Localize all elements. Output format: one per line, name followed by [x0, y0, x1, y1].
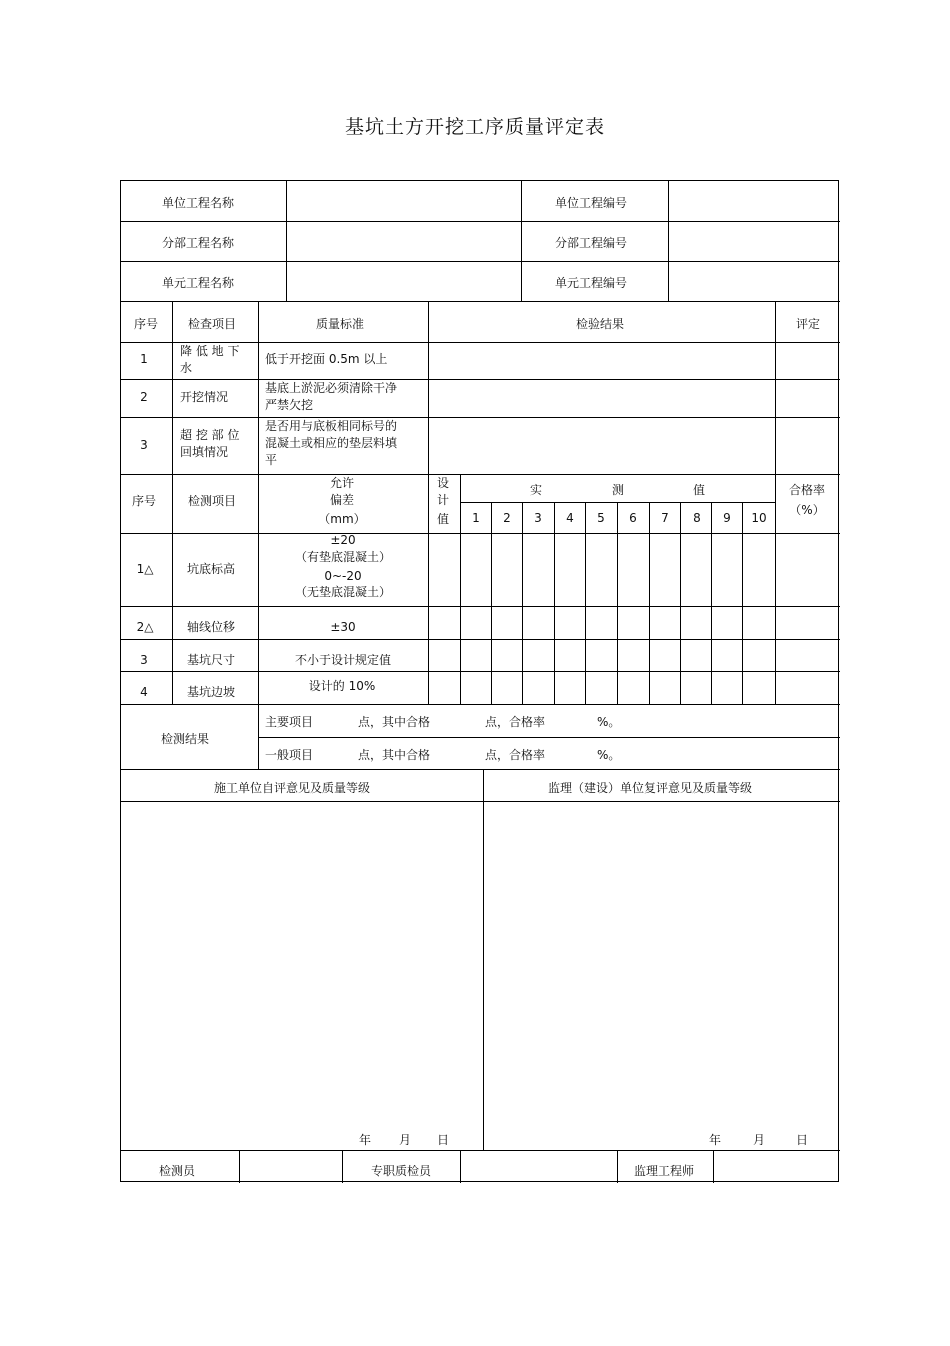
general-item-label: 一般项目	[265, 748, 314, 762]
main-item-pct: %。	[597, 715, 621, 729]
col-divider	[428, 301, 429, 704]
supervisor-engineer-label: 监理工程师	[633, 1164, 695, 1178]
measure-col-4: 4	[566, 511, 574, 525]
check-row-std: 基底上淤泥必须清除干净严禁欠挖	[265, 381, 398, 412]
row-divider	[121, 417, 840, 418]
supervisor-date-day: 日	[796, 1133, 809, 1147]
measure-row-seq: 2△	[136, 620, 154, 634]
tolerance-note: （有垫底混凝土）	[294, 550, 392, 564]
measure-col-3: 3	[534, 511, 542, 525]
col-divider	[554, 502, 555, 704]
unit-no-label: 单位工程编号	[554, 196, 628, 210]
measure-col-9: 9	[723, 511, 731, 525]
col-divider	[342, 1150, 343, 1183]
col-divider	[711, 502, 712, 704]
supervisor-date-year: 年	[709, 1133, 722, 1147]
unit-name-label: 单位工程名称	[161, 196, 235, 210]
measure-row-item: 基坑边坡	[186, 685, 236, 699]
row-divider	[121, 301, 840, 302]
tolerance-value: 不小于设计规定值	[294, 653, 392, 667]
contractor-opinion-label: 施工单位自评意见及质量等级	[213, 781, 371, 795]
row-divider	[121, 801, 840, 802]
actual-header-char1: 实	[529, 483, 543, 497]
measure-col-1: 1	[472, 511, 480, 525]
col-divider	[775, 301, 776, 704]
col-divider	[460, 474, 461, 704]
check-row-std: 是否用与底板相同标号的混凝土或相应的垫层料填平	[265, 419, 398, 467]
row-divider	[121, 533, 840, 534]
col-divider	[585, 502, 586, 704]
general-item-rate: 点，合格率	[485, 748, 546, 762]
main-item-rate: 点，合格率	[485, 715, 546, 729]
row-divider	[121, 1150, 840, 1151]
measure-item-header: 检测项目	[187, 494, 237, 508]
measure-row-item: 坑底标高	[186, 562, 236, 576]
main-item-label: 主要项目	[265, 715, 314, 729]
general-item-pct: %。	[597, 748, 621, 762]
measure-row-item: 轴线位移	[186, 620, 236, 634]
measure-row-seq: 3	[140, 653, 148, 667]
check-rating-header: 评定	[795, 317, 821, 331]
measure-col-5: 5	[597, 511, 605, 525]
row-divider	[121, 769, 840, 770]
row-divider	[121, 671, 840, 672]
tolerance-value: 设计的 10%	[308, 679, 376, 693]
design-header-line1: 设	[436, 476, 450, 490]
qc-label: 专职质检员	[370, 1164, 432, 1178]
tolerance-note: （无垫底混凝土）	[294, 585, 392, 599]
col-divider	[649, 502, 650, 704]
col-divider	[742, 502, 743, 704]
supervisor-opinion-label: 监理（建设）单位复评意见及质量等级	[547, 781, 753, 795]
check-std-header: 质量标准	[315, 317, 365, 331]
pass-rate-header-line1: 合格率	[788, 483, 826, 497]
row-divider	[121, 474, 840, 475]
measure-seq-header: 序号	[131, 494, 157, 508]
row-divider	[258, 737, 840, 738]
measure-row-item: 基坑尺寸	[186, 653, 236, 667]
tolerance-header-line3: （mm）	[318, 512, 366, 526]
measure-col-8: 8	[693, 511, 701, 525]
measure-col-6: 6	[629, 511, 637, 525]
check-row-item: 开挖情况	[180, 390, 229, 404]
contractor-date-day: 日	[437, 1133, 450, 1147]
check-result-header: 检验结果	[575, 317, 625, 331]
main-item-points: 点，其中合格	[358, 715, 431, 729]
page-title: 基坑土方开挖工序质量评定表	[344, 116, 605, 138]
check-row-std: 低于开挖面 0.5m 以上	[265, 352, 388, 366]
row-divider	[121, 379, 840, 380]
col-divider	[239, 1150, 240, 1183]
measure-col-10: 10	[751, 511, 767, 525]
col-divider	[680, 502, 681, 704]
tolerance-header-line1: 允许	[329, 476, 355, 490]
general-item-points: 点，其中合格	[358, 748, 431, 762]
measure-col-2: 2	[503, 511, 511, 525]
actual-header-char3: 值	[692, 483, 706, 497]
quality-assessment-form	[120, 180, 839, 1182]
tolerance-value: ±20	[330, 533, 356, 547]
row-divider	[121, 639, 840, 640]
row-divider	[121, 704, 840, 705]
design-header-line2: 计	[436, 493, 450, 507]
col-divider	[460, 1150, 461, 1183]
row-divider	[121, 606, 840, 607]
check-seq-header: 序号	[133, 317, 159, 331]
check-item-header: 检查项目	[187, 317, 237, 331]
supervisor-date-month: 月	[753, 1133, 766, 1147]
tolerance-value: ±30	[330, 620, 356, 634]
tolerance-value: 0~-20	[324, 569, 362, 583]
check-row-item: 超 挖 部 位 回填情况	[180, 428, 240, 459]
col-divider	[617, 1150, 618, 1183]
detect-result-label: 检测结果	[160, 732, 210, 746]
col-divider	[483, 769, 484, 1150]
col-divider	[286, 181, 287, 301]
elem-name-label: 单元工程名称	[161, 276, 235, 290]
check-row-seq: 2	[140, 390, 148, 404]
contractor-date-year: 年	[359, 1133, 372, 1147]
col-divider	[172, 301, 173, 704]
col-divider	[522, 502, 523, 704]
sub-name-label: 分部工程名称	[161, 236, 235, 250]
row-divider	[121, 221, 840, 222]
tolerance-header-line2: 偏差	[329, 493, 355, 507]
check-row-item: 降 低 地 下 水	[180, 344, 240, 375]
col-divider	[617, 502, 618, 704]
measure-col-7: 7	[661, 511, 669, 525]
col-divider	[521, 181, 522, 301]
col-divider	[713, 1150, 714, 1183]
design-header-line3: 值	[436, 512, 450, 526]
row-divider	[121, 261, 840, 262]
sub-no-label: 分部工程编号	[554, 236, 628, 250]
pass-rate-header-line2: （%）	[789, 503, 825, 517]
col-divider	[258, 301, 259, 769]
inspector-label: 检测员	[158, 1164, 196, 1178]
check-row-seq: 1	[140, 352, 148, 366]
measure-row-seq: 1△	[136, 562, 154, 576]
elem-no-label: 单元工程编号	[554, 276, 628, 290]
col-divider	[491, 502, 492, 704]
check-row-seq: 3	[140, 438, 148, 452]
measure-row-seq: 4	[140, 685, 148, 699]
contractor-date-month: 月	[399, 1133, 412, 1147]
col-divider	[668, 181, 669, 301]
actual-header-char2: 测	[611, 483, 625, 497]
